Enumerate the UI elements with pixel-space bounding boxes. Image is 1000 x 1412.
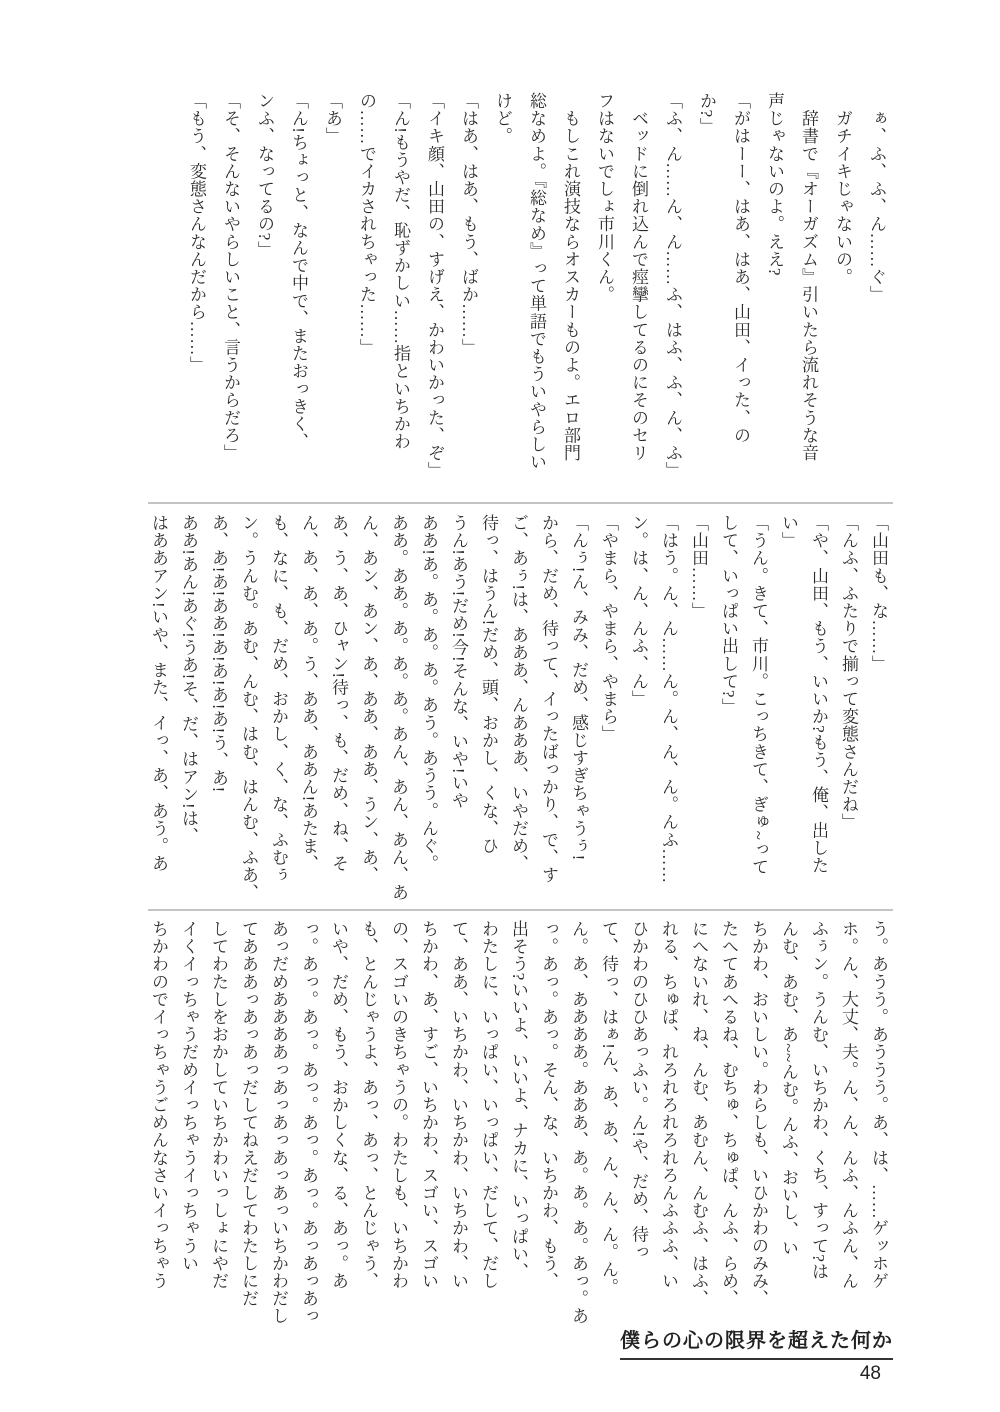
book-title: 僕らの心の限界を超えた何か bbox=[620, 1324, 893, 1360]
text-column: んむ、あむ、あ~~んむ。んふ、おいし、い bbox=[779, 920, 798, 1257]
text-column: ん、あ、あ、あ。う、ああ、ああん!あたま、 bbox=[299, 514, 318, 873]
text-column: フはないでしょ市川くん。 bbox=[595, 92, 614, 304]
text-column: 「そ、そんないやらしいこと、言うからだろ」 bbox=[221, 92, 240, 462]
text-column: ちかわ、あ、すご、いちかわ、スゴい、スゴい bbox=[419, 920, 438, 1290]
text-column: 「ん!もうやだ、恥ずかしい……指といちかわ bbox=[391, 92, 410, 451]
page-number: 48 bbox=[859, 1363, 881, 1384]
text-column: ひかわのひひあっふい。ん!や、だめ、待っ bbox=[629, 920, 648, 1261]
section-divider bbox=[148, 909, 893, 911]
text-column: 「はあ、はあ、もう、ばか……」 bbox=[459, 92, 478, 356]
text-column: て、ああ、いちかわ、いちかわ、いちかわ、い bbox=[449, 920, 468, 1290]
text-column: 「んぅ!ん、みみ、だめ、感じすぎちゃうぅ! bbox=[569, 514, 588, 861]
text-column: 声じゃないのよ。ええ? bbox=[765, 92, 784, 277]
text-column: ああ!あん!あぐ!うあ!そ、だ、はアン!は、 bbox=[179, 514, 198, 845]
text-column: ん、あン、あン、あ、ああ、ああ、うン、あ、 bbox=[359, 514, 378, 884]
text-column: ご、あぅ!は、あああ、んあああ、いやだめ、 bbox=[509, 514, 528, 873]
text-column: 「はう。ん、ん……ん。ん、ん、ん。んふ…… bbox=[659, 514, 678, 884]
text-column: の、スゴいのきちゃうの。わたしも、いちかわ bbox=[389, 920, 408, 1290]
text-column: もしこれ演技ならオスカーものよ。エロ部門 bbox=[561, 92, 580, 462]
text-column: 「んふ、ふたりで揃って変態さんだね」 bbox=[839, 514, 858, 831]
text-column: あ、う、あ、ひャン!待っ、も、だめ、ね、そ bbox=[329, 514, 348, 873]
text-column: い」 bbox=[779, 514, 798, 550]
text-column: 「がはーー、はあ、はあ、山田、イった、の bbox=[731, 92, 750, 444]
text-column: にへないれ、ね、んむ、あむん、んむふ、はふ、 bbox=[689, 920, 708, 1308]
text-column: も、とんじゃうよ、あっ、あっ、とんじゃう、 bbox=[359, 920, 378, 1290]
text-column: ふぅン。うんむ、いちかわ、くち、すって?は bbox=[809, 920, 828, 1281]
text-section-bottom bbox=[143, 920, 893, 1325]
text-column: ああ!あ。あ。あ。あ。あう。あうう。んぐ。 bbox=[419, 514, 438, 873]
text-column: いや、だめ、もう、おかしくな、る、あっ。あ bbox=[329, 920, 348, 1290]
text-column: 「うん。きて、市川。こっちきて、ぎゅ~って bbox=[749, 514, 768, 876]
text-column: 出そう?いいよ、いいよ、ナカに、いっぱい、 bbox=[509, 920, 528, 1281]
text-column: 「や、山田、もう、いいか?もう、俺、出した bbox=[809, 514, 828, 875]
text-column: 待っ、はうん!だめ、頭、おかし、くな、ひ bbox=[479, 514, 498, 855]
text-column: 「ふ、ん……ん、ん……ふ、はふ、ふ、ん、ふ」 bbox=[663, 92, 682, 480]
text-column: してわたしをおかしていちかわいっしょにやだ bbox=[209, 920, 228, 1290]
text-column: れる、ちゅぱ、れろれろれろれろんふふふ、い bbox=[659, 920, 678, 1290]
text-column: 「イキ顔、山田の、すげえ、かわいかった、ぞ」 bbox=[425, 92, 444, 480]
text-column: あっだめああああっあっあっあっあっいちかわだし bbox=[269, 920, 288, 1325]
text-column: ちかわのでイっちゃうごめんなさいイっちゃう bbox=[149, 920, 168, 1290]
text-section-middle bbox=[143, 514, 893, 910]
text-column: 辞書で『オーガズム』引いたら流れそうな音 bbox=[799, 92, 818, 462]
text-column: て、待っ、はぁ!ん、あ、あ、ん、ん、ん。ん。 bbox=[599, 920, 618, 1296]
text-column: ベッドに倒れ込んで痙攣してるのにそのセリ bbox=[629, 92, 648, 462]
text-column: てあああっあっあっだしてねえだしてわたしにだ bbox=[239, 920, 258, 1308]
text-column: も、なに、も、だめ、おかし、く、な、ふむぅ bbox=[269, 514, 288, 884]
text-column: う。あうう。あううう。あ、は、……ゲッホゲ bbox=[869, 920, 888, 1290]
text-column: か?」 bbox=[697, 92, 716, 136]
text-column: ちかわ、おいしい。わらしも、いひかわのみみ、 bbox=[749, 920, 768, 1308]
text-column: はああアン!いや、また、イっ、あ、あう。あ bbox=[149, 514, 168, 873]
text-column: 「もう、変態さんなんだから……」 bbox=[187, 92, 206, 374]
text-section-top bbox=[179, 92, 893, 490]
text-column: ぁ、ふ、ふ、ん……ぐ」 bbox=[867, 92, 886, 304]
text-column: の……でイカされちゃった……」 bbox=[357, 92, 376, 356]
text-column: ンふ、なってるの?」 bbox=[255, 92, 274, 259]
text-column: ン。うんむ。あむ、んむ、はむ、はんむ、ふあ、 bbox=[239, 514, 258, 902]
text-column: 「ん!ちょっと、なんで中で、またおっきく、 bbox=[289, 92, 308, 451]
text-column: ん。あ、ああああ。あああ、あ。あ。あ。あっ。あ bbox=[569, 920, 588, 1325]
page-footer bbox=[620, 1324, 893, 1385]
section-divider bbox=[148, 502, 893, 504]
text-column: 「やまら、やまら、やまら」 bbox=[599, 514, 618, 743]
text-column: 「山田も、な……」 bbox=[869, 514, 888, 673]
text-column: あ、あ!あ!ああ!あ!あ!あ!あ!う、あ! bbox=[209, 514, 228, 793]
text-column: わたしに、いっぱい、いっぱい、だして、だし bbox=[479, 920, 498, 1290]
text-column: たへてあへるね、むちゅ、ちゅぱ、んふ、らめ、 bbox=[719, 920, 738, 1308]
text-column: ああ。ああ。あ。あ。あ。あん、あん、あん、あ bbox=[389, 514, 408, 902]
text-column: っ。あっ。あっ。あっ。あっ。あっ。あっあっあっ bbox=[299, 920, 318, 1325]
text-column: っ。あっ。あっ。そん、な、いちかわ、もう、 bbox=[539, 920, 558, 1290]
text-column: イくイっちゃうだめイっちゃうイっちゃうい bbox=[179, 920, 198, 1272]
text-column: ホ。ん、大丈、夫。ん、ん、んふ、んふん、ん bbox=[839, 920, 858, 1290]
text-column: 総なめよ。『総なめ』って単語でもういやらしい bbox=[527, 92, 546, 471]
text-column: して、いっぱい出して?」 bbox=[719, 514, 738, 716]
text-column: ン。は、ん、んふ、ん」 bbox=[629, 514, 648, 708]
text-column: から、だめ、待って、イったばっかり、で、す bbox=[539, 514, 558, 884]
text-column: ガチイキじゃないの。 bbox=[833, 92, 852, 286]
text-column: 「山田……」 bbox=[689, 514, 708, 620]
text-column: けど。 bbox=[493, 92, 512, 145]
text-column: 「あ」 bbox=[323, 92, 342, 145]
text-column: うん!あう!だめ!今!そんな、いや!いや bbox=[449, 514, 468, 810]
